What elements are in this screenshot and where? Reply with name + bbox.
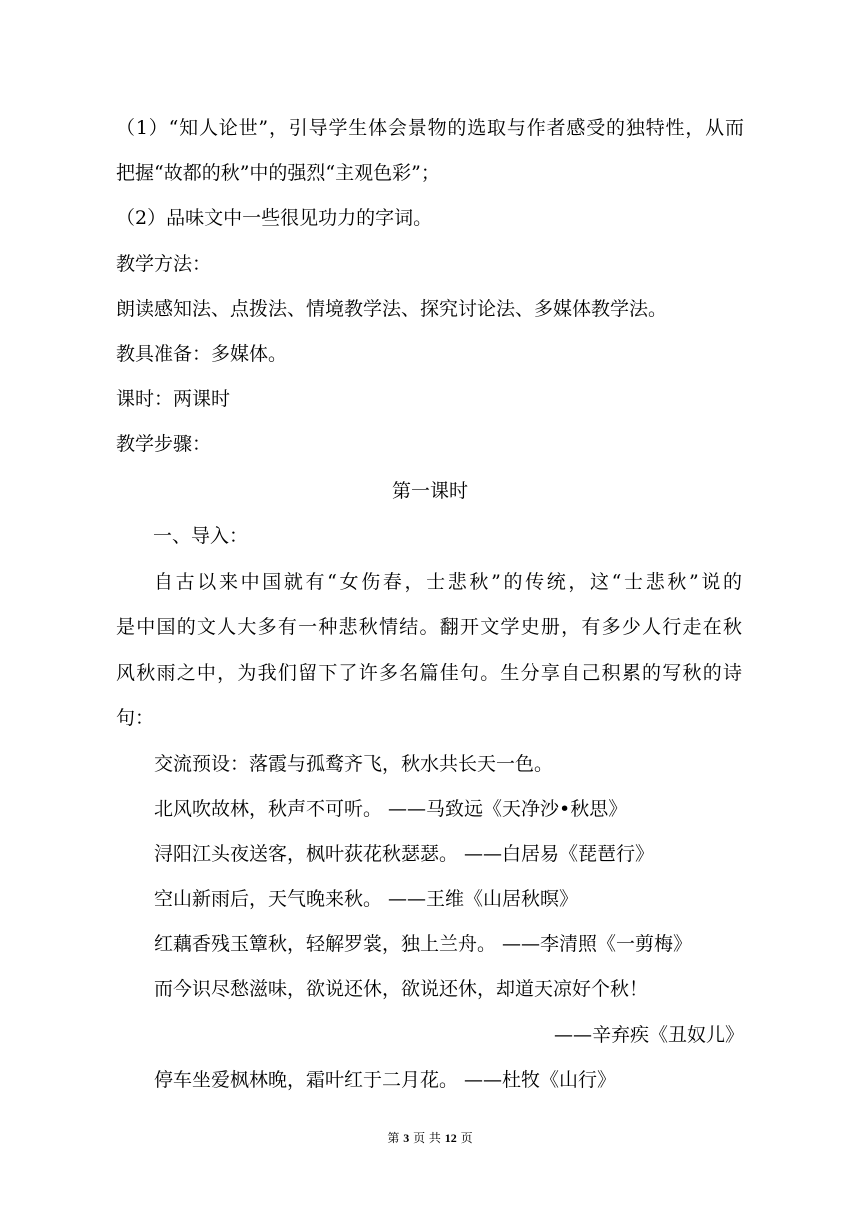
page-footer: [0, 1130, 860, 1146]
intro-line-3: 风秋雨之中，为我们留下了许多名篇佳句。生分享自己积累的写秋的诗: [116, 662, 742, 684]
tools-text: 教具准备：多媒体。: [116, 343, 288, 365]
lesson-title: 第一课时: [391, 480, 468, 502]
footer-suffix: 页: [460, 1131, 473, 1145]
objective-1-line-1: （1）“知人论世”，引导学生体会景物的选取与作者感受的独特性，从而: [116, 117, 744, 139]
hours-text: 课时：两课时: [116, 388, 231, 410]
intro-line-4: 句：: [116, 707, 155, 729]
preset-text: 交流预设：落霞与孤鹜齐飞，秋水共长天一色。: [154, 753, 554, 775]
intro-line-2: 是中国的文人大多有一种悲秋情结。翻开文学史册，有多少人行走在秋: [116, 616, 742, 638]
objective-1-line-2: 把握“故都的秋”中的强烈“主观色彩”；: [116, 162, 440, 184]
method-title: 教学方法：: [116, 253, 212, 275]
poem-line: 空山新雨后，天气晚来秋。 ——王维《山居秋暝》: [154, 888, 579, 910]
objective-2: （2）品味文中一些很见功力的字词。: [116, 207, 433, 229]
steps-title: 教学步骤：: [116, 433, 212, 455]
total-page-number: 12: [444, 1131, 457, 1145]
poem-line: 而今识尽愁滋味，欲说还休，欲说还休，却道天凉好个秋！: [154, 978, 649, 1000]
poem-line: 北风吹故林，秋声不可听。 ——马致远《天净沙•秋思》: [154, 798, 628, 820]
footer-prefix: 第: [387, 1131, 400, 1145]
section-title: 一、导入：: [153, 525, 249, 547]
poem-line: 浔阳江头夜送客，枫叶荻花秋瑟瑟。 ——白居易《琵琶行》: [154, 843, 655, 865]
intro-line-1: 自古以来中国就有“女伤春，士悲秋”的传统，这“士悲秋”说的: [154, 571, 742, 593]
footer-middle: 页 共: [413, 1131, 441, 1145]
current-page-number: 3: [403, 1131, 410, 1145]
poem-line: 红藕香残玉簟秋，轻解罗裳，独上兰舟。 ——李清照《一剪梅》: [154, 933, 693, 955]
poem-line: 停车坐爱枫林晚，霜叶红于二月花。 ——杜牧《山行》: [154, 1069, 617, 1091]
poem-attribution: ——辛弃疾《丑奴儿》: [553, 1024, 744, 1046]
method-text: 朗读感知法、点拨法、情境教学法、探究讨论法、多媒体教学法。: [116, 298, 668, 320]
